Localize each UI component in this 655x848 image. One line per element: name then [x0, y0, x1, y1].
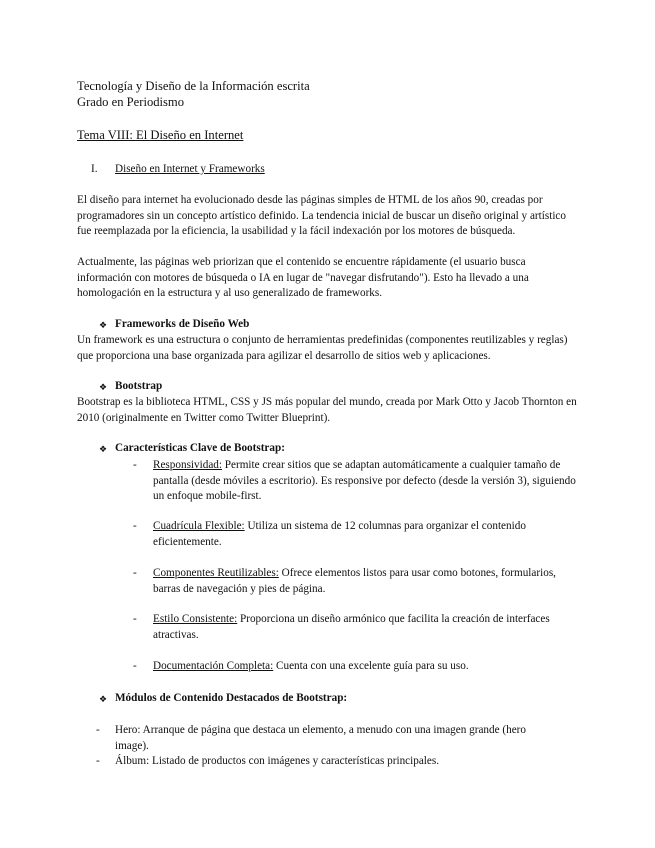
feature-description: Utiliza un sistema de 12 columnas para organizar el contenido eficientemente. [153, 520, 526, 548]
feature-description: Cuenta con una excelente guía para su uso. [273, 660, 469, 672]
feature-item [153, 519, 578, 550]
dash-bullet-icon: - [96, 724, 100, 736]
intro-paragraph-2: Actualmente, las páginas web priorizan que el contenido se encuentre rápidamente (el usuario busca información con motores de búsqueda o IA en lugar de "navegar disfrutando"). Esto ha llevado a una homologación en la estructura y al uso generalizado de frameworks. [77, 256, 529, 299]
dash-bullet-icon: - [133, 520, 137, 532]
course-title: Tecnología y Diseño de la Información escrita [77, 79, 310, 93]
diamond-bullet-icon: ❖ [99, 444, 108, 454]
module-item: Álbum: Listado de productos con imágenes y características principales. [115, 755, 440, 767]
frameworks-text: Un framework es una estructura o conjunto de herramientas predefinidas (componentes reutilizables y reglas) que proporciona una base organizada para agilizar el desarrollo de sitios web y aplicaciones. [77, 334, 568, 362]
dash-bullet-icon: - [133, 459, 137, 471]
dash-bullet-icon: - [133, 613, 137, 625]
module-item: Hero: Arranque de página que destaca un elemento, a menudo con una imagen grande (hero image). [115, 724, 526, 752]
dash-bullet-icon: - [133, 567, 137, 579]
bootstrap-text: Bootstrap es la biblioteca HTML, CSS y JS más popular del mundo, creada por Mark Otto y Jacob Thornton en 2010 (originalmente en Twitter como Twitter Blueprint). [77, 396, 577, 424]
feature-term: Estilo Consistente: [153, 613, 238, 625]
diamond-bullet-icon: ❖ [99, 694, 108, 704]
diamond-bullet-icon: ❖ [99, 382, 108, 392]
section-number: I. [91, 163, 98, 175]
feature-description: Ofrece elementos listos para usar como botones, formularios, barras de navegación y pies de página. [153, 567, 556, 595]
feature-item [153, 566, 578, 597]
bootstrap-heading: Bootstrap [115, 380, 163, 392]
feature-description: Permite crear sitios que se adaptan automáticamente a cualquier tamaño de pantalla (desde móviles a escritorio). Es responsive por defecto (desde la versión 3), siguiendo un enfoque mobile-first. [153, 459, 576, 502]
feature-term: Cuadrícula Flexible: [153, 520, 245, 532]
dash-bullet-icon: - [96, 755, 100, 767]
modules-heading: Módulos de Contenido Destacados de Bootstrap: [115, 692, 348, 704]
feature-item [153, 659, 578, 675]
feature-description: Proporciona un diseño armónico que facilita la creación de interfaces atractivas. [153, 613, 550, 641]
feature-item [153, 612, 578, 643]
frameworks-heading: Frameworks de Diseño Web [115, 318, 250, 330]
topic-title: Tema VIII: El Diseño en Internet [77, 128, 244, 142]
feature-item [153, 458, 578, 505]
features-heading: Características Clave de Bootstrap: [115, 442, 285, 454]
section-title: Diseño en Internet y Frameworks [115, 163, 265, 175]
diamond-bullet-icon: ❖ [99, 320, 108, 330]
degree-title: Grado en Periodismo [77, 95, 185, 109]
dash-bullet-icon: - [133, 660, 137, 672]
feature-term: Responsividad: [153, 459, 222, 471]
feature-term: Componentes Reutilizables: [153, 567, 279, 579]
intro-paragraph-1: El diseño para internet ha evolucionado desde las páginas simples de HTML de los años 90, creadas por programadores sin un concepto artístico definido. La tendencia inicial de buscar un diseño original y artístico fue reemplazada por la eficiencia, la usabilidad y la fácil indexación por los motores de búsqueda. [77, 194, 566, 237]
feature-term: Documentación Completa: [153, 660, 274, 672]
